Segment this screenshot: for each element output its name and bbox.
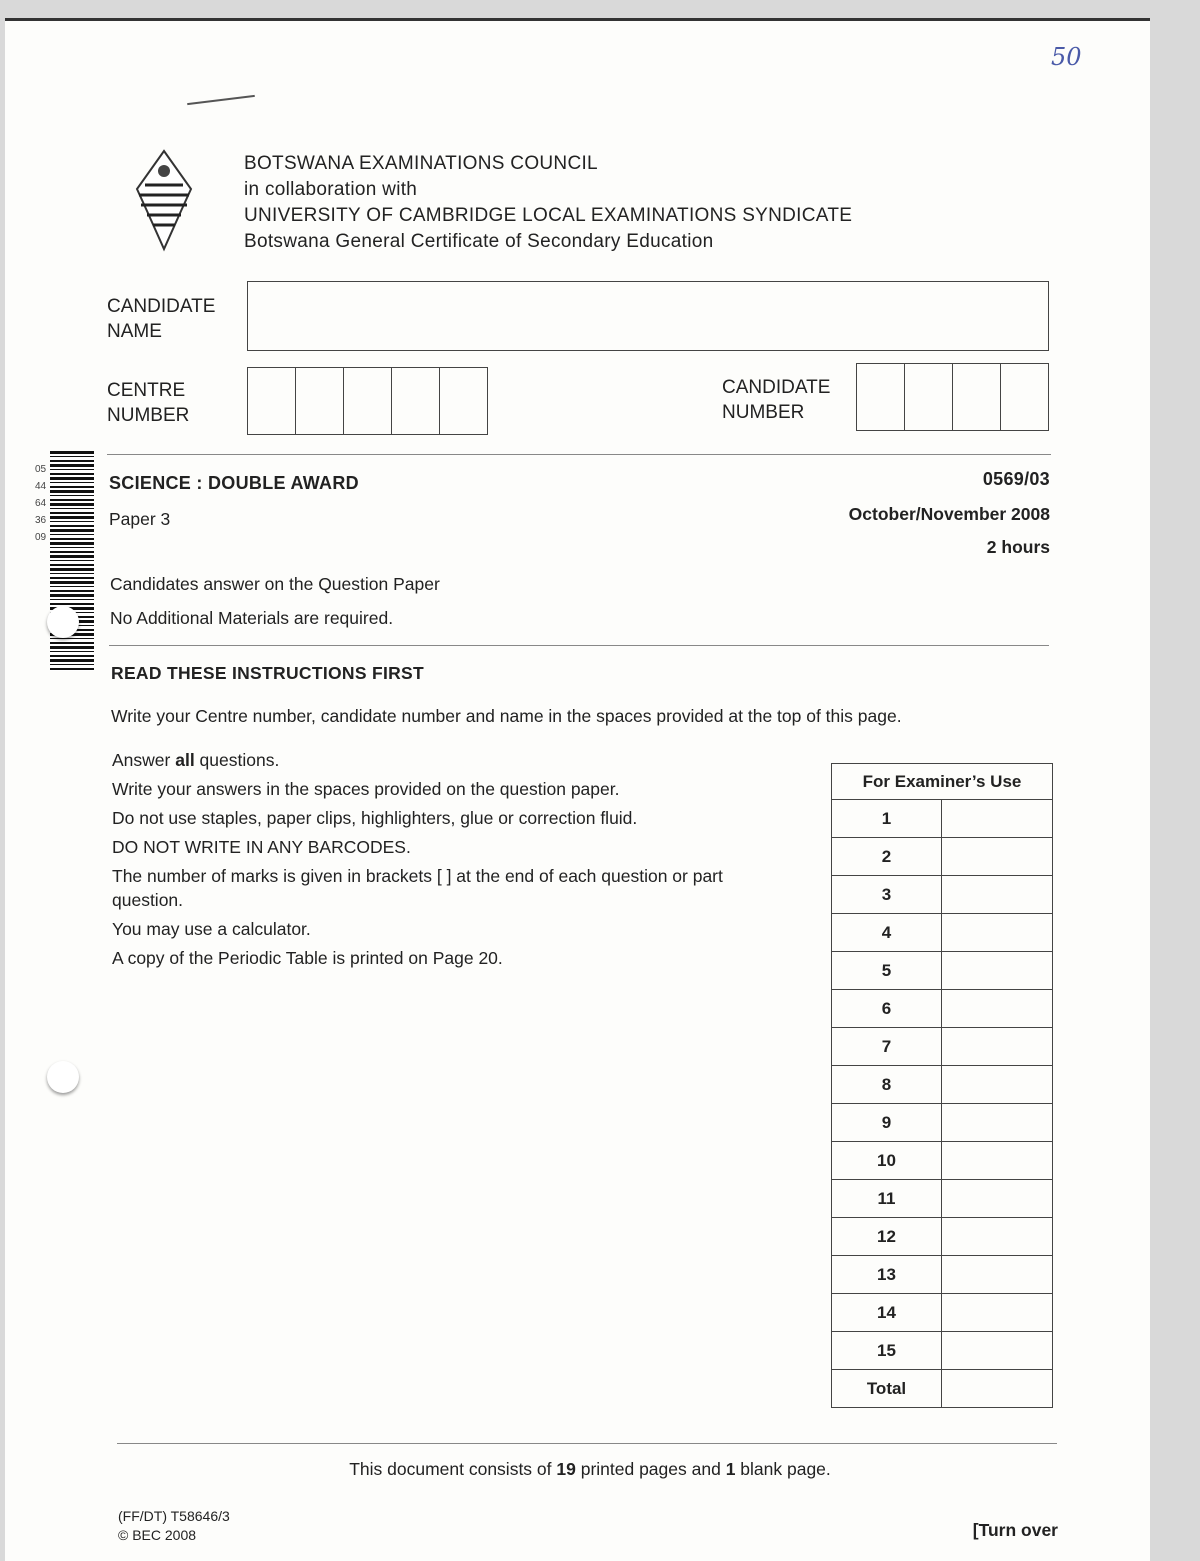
examiner-use-table <box>831 763 1053 1408</box>
examiner-table-heading: For Examiner’s Use <box>832 764 1053 800</box>
score-cell <box>942 1028 1053 1066</box>
instruction-item: Write your answers in the spaces provided on the question paper. <box>112 779 620 799</box>
score-cell <box>942 876 1053 914</box>
score-cell <box>942 952 1053 990</box>
page-count-note: This document consists of 19 printed pages and 1 blank page. <box>349 1459 831 1479</box>
divider <box>117 1443 1057 1444</box>
table-row: 14 <box>832 1294 1053 1332</box>
score-cell <box>942 1256 1053 1294</box>
instructions-heading: READ THESE INSTRUCTIONS FIRST <box>111 663 425 683</box>
score-cell <box>942 990 1053 1028</box>
instruction-item: Do not use staples, paper clips, highlighters, glue or correction fluid. <box>112 808 638 828</box>
centre-number-field[interactable] <box>247 367 488 435</box>
centre-number-label: CENTRE NUMBER <box>107 380 190 426</box>
turn-over-note: [Turn over <box>972 1520 1058 1540</box>
table-row: 7 <box>832 1028 1053 1066</box>
candidate-number-label: CANDIDATE NUMBER <box>722 377 831 423</box>
score-cell <box>942 1294 1053 1332</box>
instruction-fill-details: Write your Centre number, candidate number and name in the spaces provided at the top of this page. <box>111 706 902 726</box>
collaboration-text: in collaboration with <box>244 179 418 200</box>
score-cell <box>942 800 1053 838</box>
paper-number: Paper 3 <box>109 509 171 529</box>
exam-duration: 2 hours <box>986 537 1050 557</box>
punch-hole <box>47 1061 79 1093</box>
barcode <box>50 451 94 671</box>
score-cell <box>942 1218 1053 1256</box>
instruction-item: The number of marks is given in brackets [ ] at the end of each question or part question. <box>112 866 723 910</box>
score-cell <box>942 838 1053 876</box>
table-row: 10 <box>832 1142 1053 1180</box>
table-row: 3 <box>832 876 1053 914</box>
score-cell <box>942 1370 1053 1408</box>
score-cell <box>942 1066 1053 1104</box>
table-row: 6 <box>832 990 1053 1028</box>
certificate-name: Botswana General Certificate of Secondary Education <box>244 231 714 252</box>
council-name: BOTSWANA EXAMINATIONS COUNCIL <box>244 153 598 174</box>
syndicate-name: UNIVERSITY OF CAMBRIDGE LOCAL EXAMINATIONS SYNDICATE <box>244 205 853 226</box>
score-cell <box>942 1142 1053 1180</box>
score-cell <box>942 1332 1053 1370</box>
header-block <box>244 151 852 255</box>
table-row: 11 <box>832 1180 1053 1218</box>
handwritten-mark: 50 <box>1051 43 1082 71</box>
table-row: 8 <box>832 1066 1053 1104</box>
instructions-list <box>112 748 767 970</box>
table-row: 13 <box>832 1256 1053 1294</box>
instruction-item: You may use a calculator. <box>112 919 311 939</box>
score-cell <box>942 1180 1053 1218</box>
candidate-number-field[interactable] <box>856 363 1049 431</box>
table-row: 12 <box>832 1218 1053 1256</box>
table-row: 5 <box>832 952 1053 990</box>
candidate-name-field[interactable] <box>247 281 1049 351</box>
score-cell <box>942 914 1053 952</box>
punch-hole <box>47 606 79 638</box>
bec-logo-icon <box>129 149 199 253</box>
score-cell <box>942 1104 1053 1142</box>
materials-note: No Additional Materials are required. <box>110 608 394 628</box>
divider <box>107 454 1051 455</box>
table-row: 4 <box>832 914 1053 952</box>
table-row: 2 <box>832 838 1053 876</box>
table-row: 15 <box>832 1332 1053 1370</box>
instruction-item: A copy of the Periodic Table is printed on Page 20. <box>112 948 503 968</box>
exam-paper-page <box>5 18 1150 1561</box>
divider <box>109 645 1049 646</box>
pen-scribble <box>187 95 255 105</box>
instruction-item: DO NOT WRITE IN ANY BARCODES. <box>112 837 411 857</box>
subject-title: SCIENCE : DOUBLE AWARD <box>109 473 359 493</box>
footer-reference: (FF/DT) T58646/3 © BEC 2008 <box>118 1508 230 1543</box>
barcode-digits: 0544643609 <box>35 464 47 543</box>
table-row: Total <box>832 1370 1053 1408</box>
answer-note: Candidates answer on the Question Paper <box>110 574 440 594</box>
candidate-name-label: CANDIDATE NAME <box>107 296 216 342</box>
table-row: 9 <box>832 1104 1053 1142</box>
instruction-item: Answer all questions. <box>112 750 280 770</box>
table-row: 1 <box>832 800 1053 838</box>
exam-session: October/November 2008 <box>848 504 1050 524</box>
paper-code: 0569/03 <box>982 469 1050 489</box>
